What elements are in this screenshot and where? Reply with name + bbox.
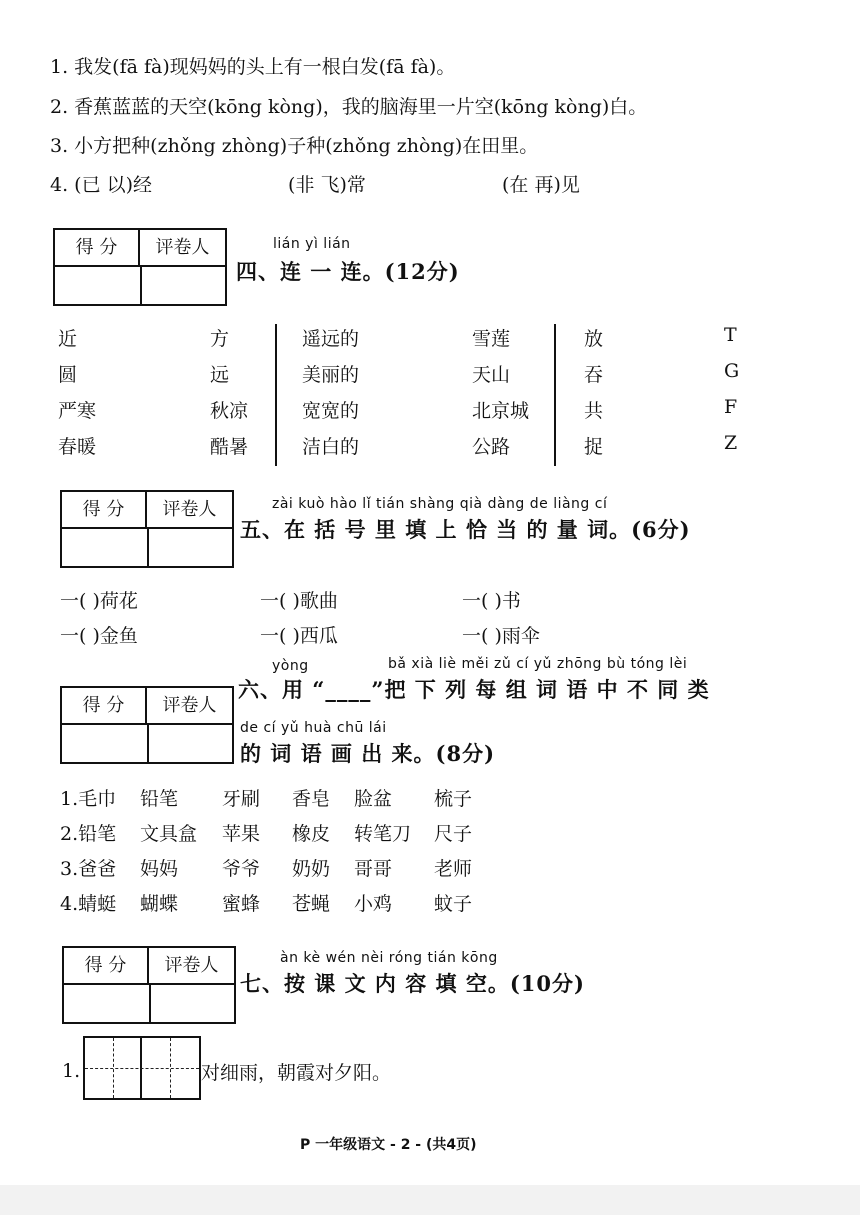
reviewer-label: 评卷人 [147, 492, 232, 529]
measure-item: 一( )书 [462, 590, 521, 612]
word-item: 脸盆 [354, 788, 393, 810]
word-item: 蝴蝶 [140, 893, 179, 915]
page-edge [0, 1185, 860, 1215]
section6-title-1: 六、用 “____”把 下 列 每 组 词 语 中 不 同 类 [238, 677, 710, 702]
section7-pinyin: àn kè wén nèi róng tián kōng [280, 950, 498, 966]
word-item: 酷暑 [210, 436, 249, 458]
section5-pinyin: zài kuò hào lǐ tián shàng qià dàng de liàng cí [272, 496, 608, 512]
word-item: 苹果 [222, 823, 261, 845]
section6-pinyin-3: de cí yǔ huà chū lái [240, 720, 387, 736]
section7-title: 七、按 课 文 内 容 填 空。(10分) [240, 971, 585, 996]
word-item: 天山 [472, 364, 511, 386]
word-item: 公路 [472, 436, 511, 458]
word-item: 牙刷 [222, 788, 261, 810]
page-footer: P 一年级语文 - 2 - (共4页) [300, 1137, 477, 1153]
word-item: 放 [584, 328, 604, 350]
word-item: 蜜蜂 [222, 893, 261, 915]
q3-line-3: 3. 小方把种(zhǒng zhòng)子种(zhǒng zhòng)在田里。 [50, 135, 539, 157]
section6-pinyin-1: yòng [272, 658, 309, 674]
word-item: 1.毛巾 [60, 788, 117, 810]
section4-pinyin: lián yì lián [273, 236, 351, 252]
reviewer-label: 评卷人 [149, 948, 234, 985]
section6-title-2: 的 词 语 画 出 来。(8分) [240, 741, 496, 766]
measure-item: 一( )西瓜 [260, 625, 338, 647]
reviewer-label: 评卷人 [140, 230, 225, 267]
word-item: 美丽的 [302, 364, 360, 386]
q3-line-2: 2. 香蕉蓝蓝的天空(kōng kòng)，我的脑海里一片空(kōng kòng)白。 [50, 96, 648, 118]
word-item: 小鸡 [354, 893, 393, 915]
word-item: 2.铅笔 [60, 823, 117, 845]
letter-item: G [724, 360, 740, 382]
word-item: 共 [584, 400, 604, 422]
score-label: 得 分 [64, 948, 149, 985]
word-item: 转笔刀 [354, 823, 412, 845]
measure-item: 一( )雨伞 [462, 625, 540, 647]
reviewer-label: 评卷人 [147, 688, 232, 725]
word-item: 北京城 [472, 400, 530, 422]
word-item: 捉 [584, 436, 604, 458]
item-number: 1. [62, 1060, 81, 1082]
word-item: 远 [210, 364, 230, 386]
score-label: 得 分 [62, 492, 147, 529]
item-text: 对细雨，朝霞对夕阳。 [201, 1062, 392, 1084]
q3-line-4-b: (非 飞)常 [288, 174, 366, 196]
word-item: 梳子 [434, 788, 473, 810]
score-box-4 [53, 228, 227, 306]
word-item: 奶奶 [292, 858, 331, 880]
word-item: 宽宽的 [302, 400, 360, 422]
letter-item: T [724, 324, 737, 346]
section5-title: 五、在 括 号 里 填 上 恰 当 的 量 词。(6分) [240, 517, 691, 542]
word-item: 爷爷 [222, 858, 261, 880]
score-box-5 [60, 490, 234, 568]
section6-pinyin-2: bǎ xià liè měi zǔ cí yǔ zhōng bù tóng lèi [388, 656, 688, 672]
measure-item: 一( )荷花 [60, 590, 138, 612]
word-item: 近 [58, 328, 78, 350]
word-item: 严寒 [58, 400, 97, 422]
word-item: 圆 [58, 364, 78, 386]
word-item: 苍蝇 [292, 893, 331, 915]
word-item: 方 [210, 328, 230, 350]
word-item: 3.爸爸 [60, 858, 117, 880]
measure-item: 一( )金鱼 [60, 625, 138, 647]
q3-line-4-c: (在 再)见 [502, 174, 580, 196]
q3-line-1: 1. 我发(fā fà)现妈妈的头上有一根白发(fā fà)。 [50, 56, 456, 78]
score-label: 得 分 [62, 688, 147, 725]
word-item: 妈妈 [140, 858, 179, 880]
word-item: 铅笔 [140, 788, 179, 810]
word-item: 雪莲 [472, 328, 511, 350]
word-item: 尺子 [434, 823, 473, 845]
word-item: 橡皮 [292, 823, 331, 845]
word-item: 遥远的 [302, 328, 360, 350]
word-item: 4.蜻蜓 [60, 893, 117, 915]
divider [554, 324, 556, 466]
word-item: 春暖 [58, 436, 97, 458]
word-item: 老师 [434, 858, 473, 880]
word-item: 文具盒 [140, 823, 198, 845]
q3-line-4-a: 4. (已 以)经 [50, 174, 153, 196]
score-box-7 [62, 946, 236, 1024]
word-item: 蚊子 [434, 893, 473, 915]
letter-item: Z [724, 432, 738, 454]
word-item: 哥哥 [354, 858, 393, 880]
measure-item: 一( )歌曲 [260, 590, 338, 612]
section4-title: 四、连 一 连。(12分) [236, 259, 460, 284]
word-item: 洁白的 [302, 436, 360, 458]
word-item: 吞 [584, 364, 604, 386]
letter-item: F [724, 396, 738, 418]
score-box-6 [60, 686, 234, 764]
divider [275, 324, 277, 466]
writing-grid[interactable] [83, 1036, 201, 1100]
word-item: 香皂 [292, 788, 331, 810]
score-label: 得 分 [55, 230, 140, 267]
word-item: 秋凉 [210, 400, 249, 422]
